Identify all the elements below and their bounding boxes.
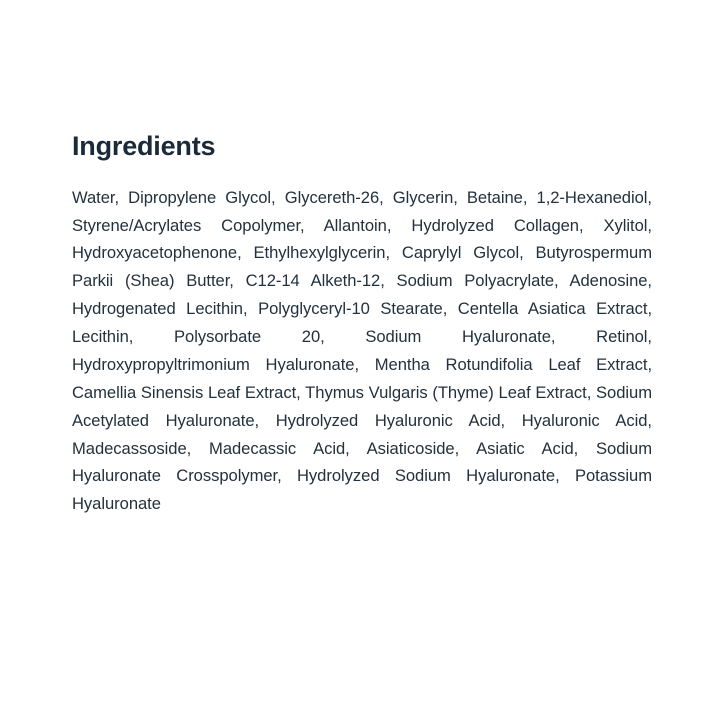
ingredients-list-text: Water, Dipropylene Glycol, Glycereth-26, Glycerin, Betaine, 1,2-Hexanediol, Styrene/Acrylates Copolymer, Allantoin, Hydrolyzed Collagen, Xylitol, Hydroxyacetophenone, Ethylhexylglycerin, Caprylyl Glycol, Butyrospermum Parkii (Shea) Butter, C12-14 Alketh-12, Sodium Polyacrylate, Adenosine, Hydrogenated Lecithin, Polyglyceryl-10 Stearate, Centella Asiatica Extract, Lecithin, Polysorbate 20, Sodium Hyaluronate, Retinol, Hydroxypropyltrimonium Hyaluronate, Mentha Rotundifolia Leaf Extract, Camellia Sinensis Leaf Extract, Thymus Vulgaris (Thyme) Leaf Extract, Sodium Acetylated Hyaluronate, Hydrolyzed Hyaluronic Acid, Hyaluronic Acid, Madecassoside, Madecassic Acid, Asiaticoside, Asiatic Acid, Sodium Hyaluronate Crosspolymer, Hydrolyzed Sodium Hyaluronate, Potassium Hyaluronate [72,187,652,514]
page-title: Ingredients [72,131,216,161]
ingredients-block [72,132,652,518]
